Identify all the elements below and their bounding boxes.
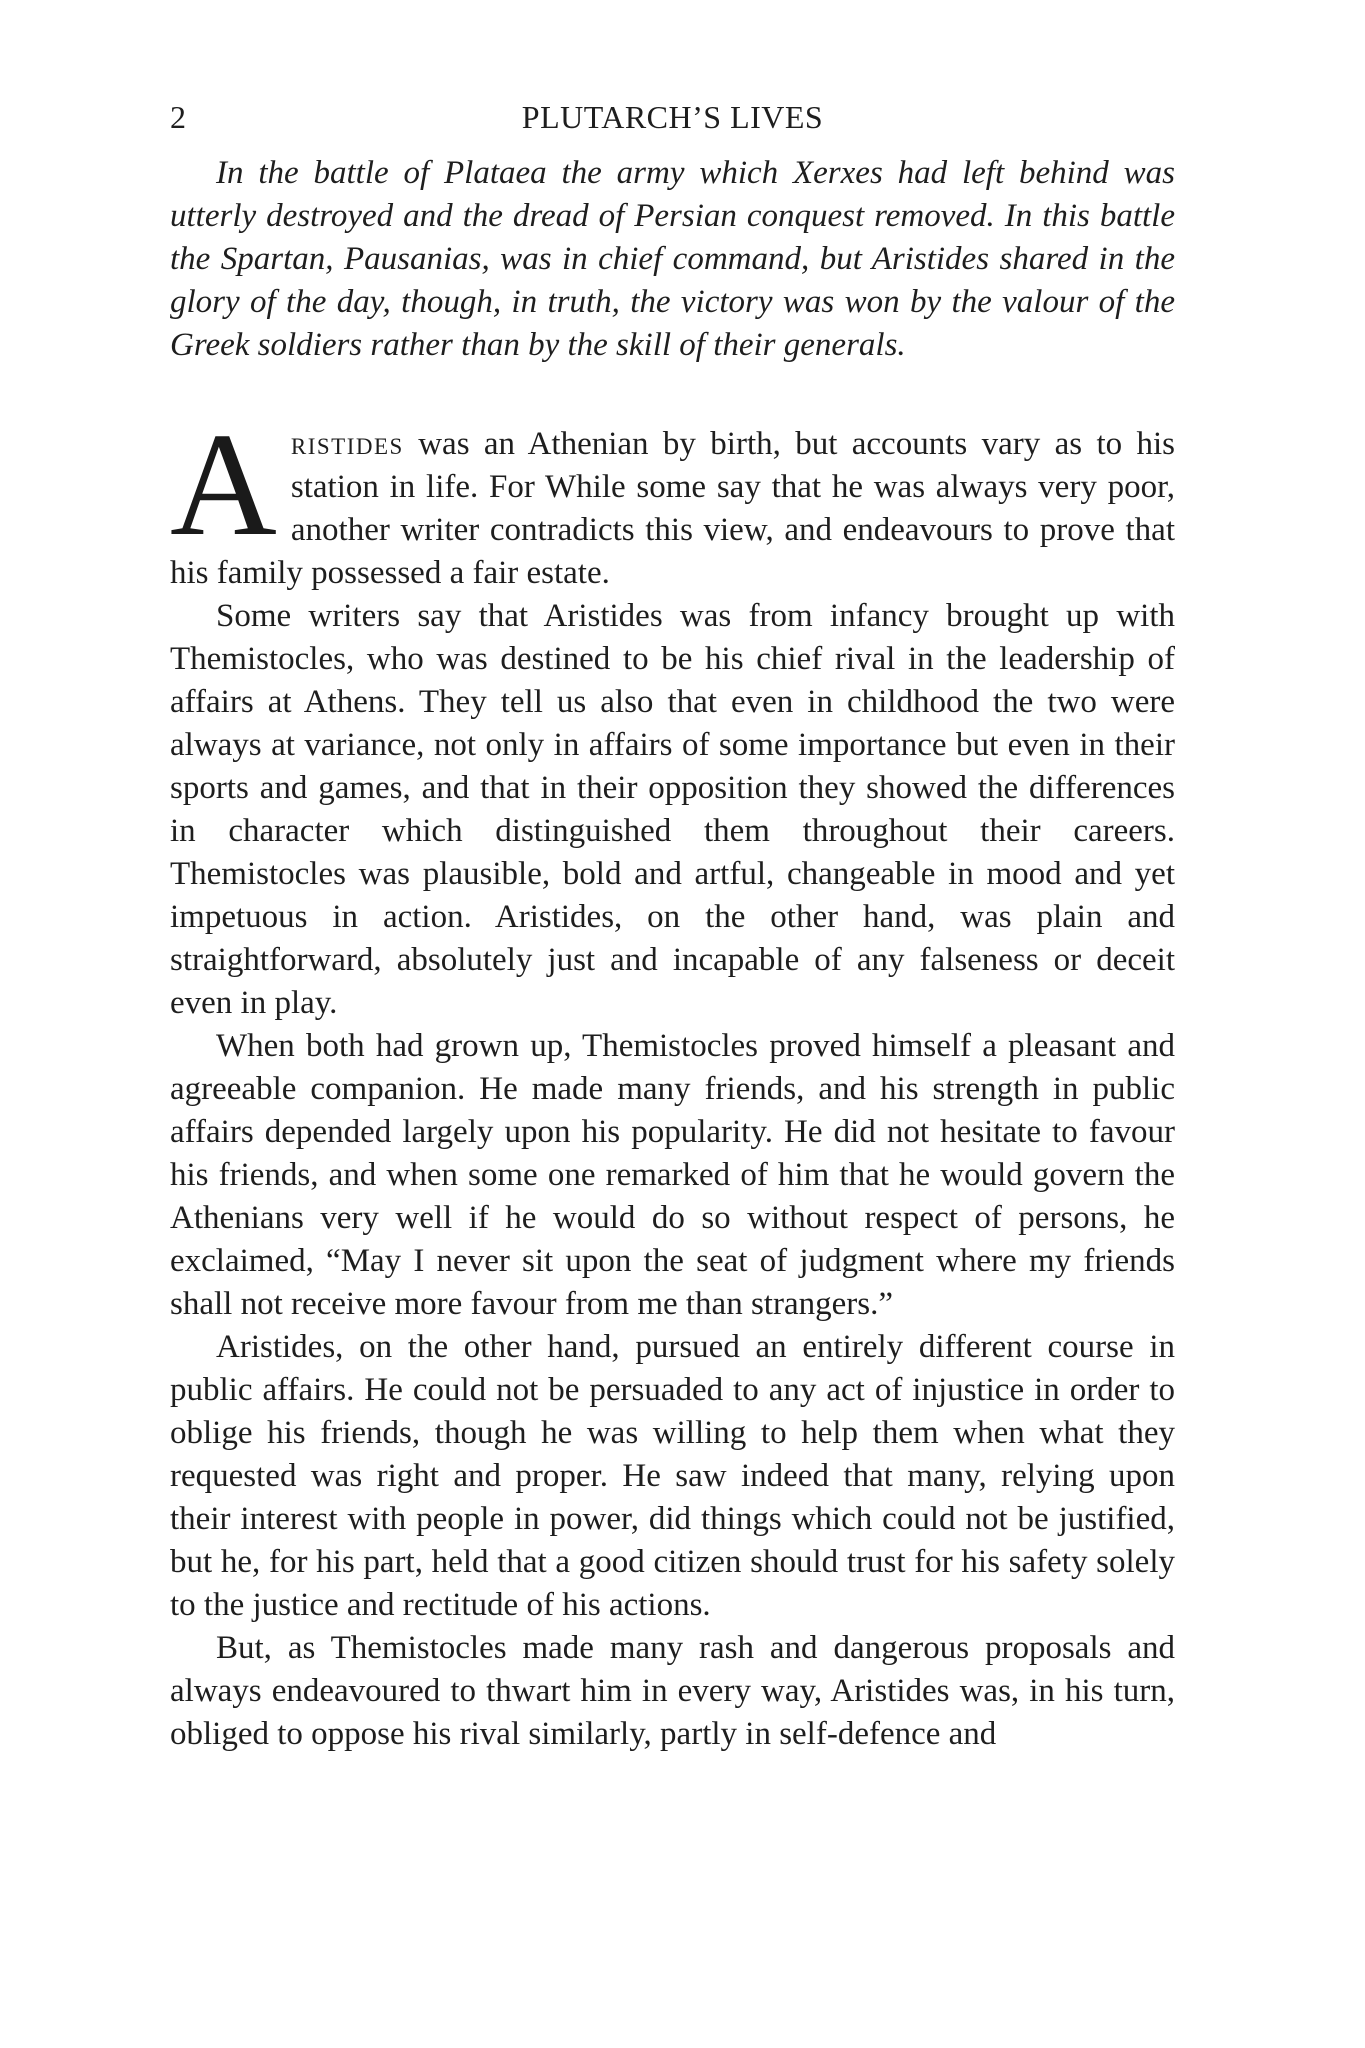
paragraph: Aristides, on the other hand, pursued an entirely different course in public affairs. He could not be persuaded to any act of injustice in order to oblige his friends, though he was willing to help them when what they requested was right and proper. He saw indeed that many, relying upon their interest with people in power, did things which could not be justified, but he, for his part, held that a good citizen should trust for his safety solely to the justice and rectitude of his actions. xyxy=(170,1329,1175,1623)
running-head xyxy=(170,92,1175,142)
drop-cap: A xyxy=(170,403,277,567)
page-number: 2 xyxy=(170,99,187,135)
paragraph: But, as Themistocles made many rash and dangerous proposals and always endeavoured to thwart him in every way, Aristides was, in his turn, obliged to oppose his rival similarly, partly in self-defence and xyxy=(170,1630,1175,1752)
running-title: PLUTARCH’S LIVES xyxy=(521,99,824,135)
paragraph: Some writers say that Aristides was from infancy brought up with Themistocles, who was destined to be his chief rival in the leadership of affairs at Athens. They tell us also that even in childhood the two were always at variance, not only in affairs of some importance but even in their sports and games, and that in their opposition they showed the differences in character which distinguished them throughout their careers. Themistocles was plausible, bold and artful, changeable in mood and yet impetuous in action. Aristides, on the other hand, was plain and straightforward, absolutely just and incapable of any falseness or deceit even in play. xyxy=(170,598,1175,1021)
opening-small-caps: ristides xyxy=(290,426,404,462)
book-page xyxy=(170,92,1175,1756)
intro-summary: In the battle of Plataea the army which Xerxes had left behind was utterly destroyed and the dread of Persian conquest removed. In this battle the Spartan, Pausanias, was in chief command, but Aristides shared in the glory of the day, though, in truth, the victory was won by the valour of the Greek soldiers rather than by the skill of their generals. xyxy=(170,155,1175,363)
first-paragraph xyxy=(170,403,1175,595)
first-paragraph-text: was an Athenian by birth, but accounts vary as to his station in life. For While some say that he was always very poor, another writer contradicts this view, and endeavours to prove that his family possessed a fair estate. xyxy=(170,426,1175,591)
body-text xyxy=(170,403,1175,1756)
paragraph: When both had grown up, Themistocles proved himself a pleasant and agreeable companion. He made many friends, and his strength in public affairs depended largely upon his popularity. He did not hesitate to favour his friends, and when some one remarked of him that he would govern the Athenians very well if he would do so without respect of persons, he exclaimed, “May I never sit upon the seat of judgment where my friends shall not receive more favour from me than strangers.” xyxy=(170,1028,1175,1322)
